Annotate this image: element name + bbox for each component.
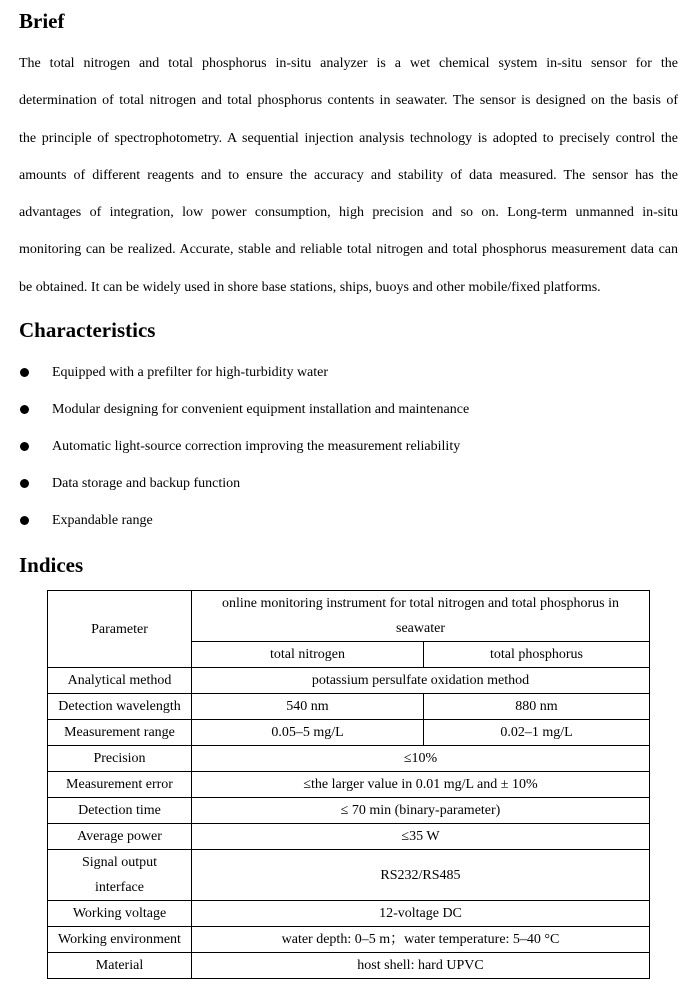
table-cell-value: 0.05–5 mg/L [192, 720, 424, 746]
table-cell-label: Analytical method [48, 668, 192, 694]
table-row [48, 798, 650, 824]
table-cell-value: 880 nm [424, 694, 650, 720]
list-item: Equipped with a prefilter for high-turbidity water [19, 359, 469, 396]
table-cell-value: ≤ 70 min (binary-parameter) [192, 798, 650, 824]
table-cell-value: ≤35 W [192, 824, 650, 850]
brief-line: monitoring can be realized. Accurate, stable and reliable total nitrogen and total phosphorus measurement data can [19, 242, 678, 258]
characteristics-list [19, 359, 469, 544]
table-cell-label: Material [48, 953, 192, 979]
list-item: Automatic light-source correction improving the measurement reliability [19, 433, 469, 470]
list-item: Modular designing for convenient equipment installation and maintenance [19, 396, 469, 433]
brief-line: the principle of spectrophotometry. A sequential injection analysis technology is adopted to precisely control the [19, 130, 678, 146]
list-item: Expandable range [19, 507, 469, 544]
bullet-icon [20, 516, 29, 525]
table-cell-parameter-header: Parameter [48, 591, 192, 668]
table-row [48, 591, 650, 642]
characteristics-heading: Characteristics [19, 318, 156, 342]
table-cell-value: 12-voltage DC [192, 901, 650, 927]
table-cell-label: Detection time [48, 798, 192, 824]
table-row [48, 824, 650, 850]
table-row [48, 694, 650, 720]
table-row [48, 668, 650, 694]
table-cell-value: 540 nm [192, 694, 424, 720]
brief-line: be obtained. It can be widely used in shore base stations, ships, buoys and other mobile/fixed platforms. [19, 279, 601, 295]
brief-line: The total nitrogen and total phosphorus in-situ analyzer is a wet chemical system in-situ sensor for the [19, 56, 678, 71]
brief-line: advantages of integration, low power consumption, high precision and so on. Long-term unmanned in-situ [19, 205, 678, 221]
table-cell-label: Measurement range [48, 720, 192, 746]
table-cell-value: RS232/RS485 [192, 850, 650, 901]
table-cell-value: 0.02–1 mg/L [424, 720, 650, 746]
bullet-icon [20, 368, 29, 377]
brief-heading: Brief [19, 9, 65, 33]
bullet-icon [20, 405, 29, 414]
list-item: Data storage and backup function [19, 470, 469, 507]
table-cell-label: Signal output interface [48, 850, 192, 901]
table-cell-label: Average power [48, 824, 192, 850]
table-cell-instrument-header: online monitoring instrument for total nitrogen and total phosphorus in seawater [192, 591, 650, 642]
bullet-icon [20, 479, 29, 488]
table-row [48, 850, 650, 901]
table-cell-label: Detection wavelength [48, 694, 192, 720]
table-cell-phosphorus-header: total phosphorus [424, 642, 650, 668]
table-cell-label: Working environment [48, 927, 192, 953]
table-row [48, 772, 650, 798]
table-cell-value: potassium persulfate oxidation method [192, 668, 650, 694]
table-row [48, 953, 650, 979]
table-cell-label: Working voltage [48, 901, 192, 927]
table-cell-value: ≤10% [192, 746, 650, 772]
brief-paragraph [19, 45, 678, 306]
table-cell-value: water depth: 0–5 m；water temperature: 5–40 °C [192, 927, 650, 953]
table-row [48, 927, 650, 953]
table-cell-value: ≤the larger value in 0.01 mg/L and ± 10% [192, 772, 650, 798]
brief-line: determination of total nitrogen and total phosphorus contents in seawater. The sensor is designed on the basis of [19, 93, 678, 109]
table-row [48, 901, 650, 927]
bullet-icon [20, 442, 29, 451]
indices-heading: Indices [19, 553, 84, 577]
table-row [48, 746, 650, 772]
brief-line: amounts of different reagents and to ensure the accuracy and stability of data measured. The sensor has the [19, 167, 678, 183]
table-cell-label: Measurement error [48, 772, 192, 798]
indices-table [47, 590, 650, 979]
table-cell-label: Precision [48, 746, 192, 772]
table-cell-nitrogen-header: total nitrogen [192, 642, 424, 668]
table-cell-value: host shell: hard UPVC [192, 953, 650, 979]
table-row [48, 720, 650, 746]
